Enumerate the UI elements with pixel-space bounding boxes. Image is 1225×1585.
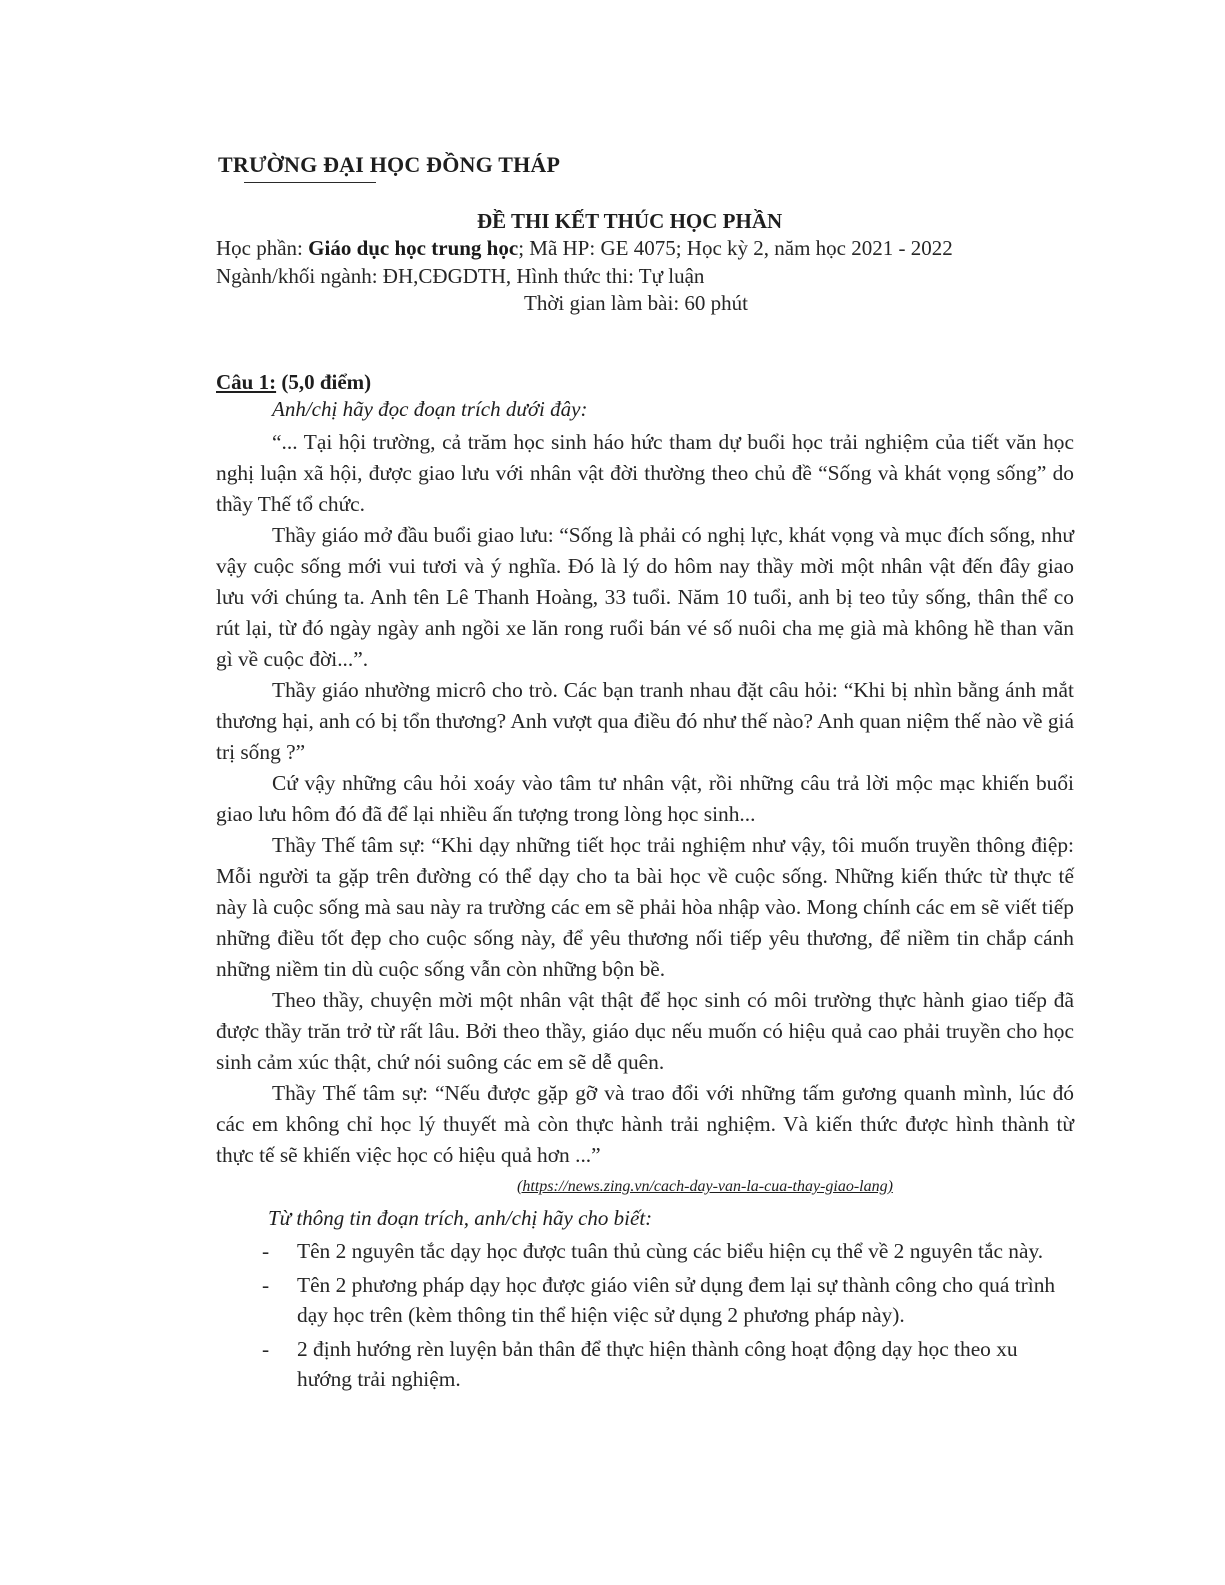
question-points: (5,0 điểm) xyxy=(276,370,372,394)
list-item xyxy=(262,1270,1074,1330)
source-citation: (https://news.zing.vn/cach-day-van-la-cua-thay-giao-lang) xyxy=(517,1178,893,1195)
exam-title: ĐỀ THI KẾT THÚC HỌC PHẦN xyxy=(477,209,783,233)
excerpt-paragraph: “... Tại hội trường, cả trăm học sinh háo hức tham dự buổi học trải nghiệm của tiết văn học nghị luận xã hội, được giao lưu với nhân vật đời thường theo chủ đề “Sống và khát vọng sống” do thầy Thế tổ chức. xyxy=(216,430,1074,516)
school-name: TRƯỜNG ĐẠI HỌC ĐỒNG THÁP xyxy=(218,152,561,177)
list-item-text: 2 định hướng rèn luyện bản thân để thực hiện thành công hoạt động dạy học theo xu hướng trải nghiệm. xyxy=(297,1337,1018,1391)
task-prompt: Từ thông tin đoạn trích, anh/chị hãy cho biết: xyxy=(268,1206,653,1230)
reading-instruction: Anh/chị hãy đọc đoạn trích dưới đây: xyxy=(272,397,588,421)
bullet-dash: - xyxy=(262,1337,270,1361)
excerpt-text xyxy=(216,427,1074,1171)
school-underline xyxy=(244,182,376,183)
excerpt-paragraph: Thầy giáo nhường micrô cho trò. Các bạn tranh nhau đặt câu hỏi: “Khi bị nhìn bằng ánh mắt thương hại, anh có bị tổn thương? Anh vượt qua điều đó như thế nào? Anh quan niệm thế nào về giá trị sống ?” xyxy=(216,678,1074,764)
course-info-line xyxy=(216,236,953,261)
question-label: Câu 1: xyxy=(216,370,277,394)
question-heading xyxy=(216,370,371,395)
source-citation-row xyxy=(216,1178,1074,1196)
list-item-text: Tên 2 phương pháp dạy học được giáo viên sử dụng đem lại sự thành công cho quá trình dạy học trên (kèm thông tin thể hiện việc sử dụng 2 phương pháp này). xyxy=(297,1273,1056,1327)
course-details: ; Mã HP: GE 4075; Học kỳ 2, năm học 2021 - 2022 xyxy=(518,236,953,260)
bullet-dash: - xyxy=(262,1273,270,1297)
list-item xyxy=(262,1334,1074,1394)
list-item xyxy=(262,1236,1074,1266)
excerpt-paragraph: Theo thầy, chuyện mời một nhân vật thật để học sinh có môi trường thực hành giao tiếp đã được thầy trăn trở từ rất lâu. Bởi theo thầy, giáo dục nếu muốn có hiệu quả cao phải truyền cho học sinh cảm xúc thật, chứ nói suông các em sẽ dễ quên. xyxy=(216,988,1074,1074)
course-label: Học phần: xyxy=(216,236,309,260)
list-item-text: Tên 2 nguyên tắc dạy học được tuân thủ cùng các biểu hiện cụ thể về 2 nguyên tắc này. xyxy=(297,1239,1044,1263)
excerpt-paragraph: Cứ vậy những câu hỏi xoáy vào tâm tư nhân vật, rồi những câu trả lời mộc mạc khiến buổi giao lưu hôm đó đã để lại nhiều ấn tượng trong lòng học sinh... xyxy=(216,771,1074,826)
excerpt-paragraph: Thầy Thế tâm sự: “Nếu được gặp gỡ và trao đổi với những tấm gương quanh mình, lúc đó các em không chỉ học lý thuyết mà còn thực hành trải nghiệm. Và kiến thức được hình thành từ thực tế sẽ khiến việc học có hiệu quả hơn ...” xyxy=(216,1081,1074,1167)
major-info-line: Ngành/khối ngành: ĐH,CĐGDTH, Hình thức thi: Tự luận xyxy=(216,264,705,288)
excerpt-paragraph: Thầy giáo mở đầu buổi giao lưu: “Sống là phải có nghị lực, khát vọng và mục đích sống, như vậy cuộc sống mới vui tươi và ý nghĩa. Đó là lý do hôm nay thầy mời một nhân vật đến đây giao lưu với chúng ta. Anh tên Lê Thanh Hoàng, 33 tuổi. Năm 10 tuổi, anh bị teo tủy sống, thân thể co rút lại, từ đó ngày ngày anh ngồi xe lăn rong ruổi bán vé số nuôi cha mẹ già mà không hề than vãn gì về cuộc đời...”. xyxy=(216,523,1074,671)
bullet-dash: - xyxy=(262,1239,270,1263)
course-name: Giáo dục học trung học xyxy=(308,236,519,260)
exam-duration: Thời gian làm bài: 60 phút xyxy=(524,291,748,315)
task-list xyxy=(262,1236,1074,1398)
excerpt-paragraph: Thầy Thế tâm sự: “Khi dạy những tiết học trải nghiệm như vậy, tôi muốn truyền thông điệp: Mỗi người ta gặp trên đường có thể dạy cho ta bài học về cuộc sống. Những kiến thức từ thực tế này là cuộc sống mà sau này ra trường các em sẽ phải hòa nhập vào. Mong chính các em sẽ viết tiếp những điều tốt đẹp cho cuộc sống này, để yêu thương nối tiếp yêu thương, để niềm tin chắp cánh những niềm tin dù cuộc sống vẫn còn những bộn bề. xyxy=(216,833,1074,981)
